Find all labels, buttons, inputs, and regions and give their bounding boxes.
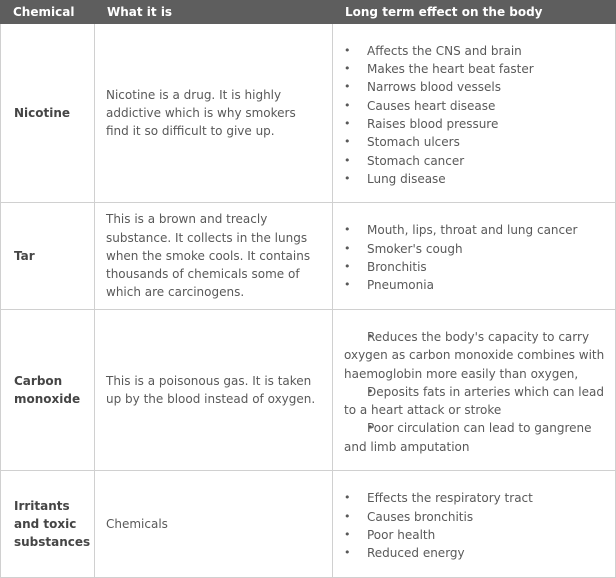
effect-item: • Poor health [344, 526, 605, 544]
effects-list [344, 42, 605, 188]
table-row [1, 203, 616, 310]
effect-item: • Bronchitis [344, 258, 605, 276]
effects-list [344, 489, 605, 562]
effect-item: • Pneumonia [344, 276, 605, 294]
header-row [1, 0, 616, 24]
chemical-name: Tar [1, 203, 95, 310]
table-row [1, 24, 616, 203]
effect-item: • Reduces the body's capacity to carry oxygen as carbon monoxide combines with haemoglobin more easily than oxygen, [344, 328, 605, 383]
effect-item: • Smoker's cough [344, 240, 605, 258]
effect-item: • Poor circulation can lead to gangrene and limb amputation [344, 419, 605, 456]
chemical-name: Carbon monoxide [1, 310, 95, 471]
table-row [1, 310, 616, 471]
effect-item: • Deposits fats in arteries which can lead to a heart attack or stroke [344, 383, 605, 420]
chemical-name: Nicotine [1, 24, 95, 203]
effect-item: • Effects the respiratory tract [344, 489, 605, 507]
effects-cell [333, 203, 616, 310]
header-what-it-is: What it is [95, 0, 333, 24]
effect-item: • Reduced energy [344, 544, 605, 562]
effect-item: • Affects the CNS and brain [344, 42, 605, 60]
effect-item: • Raises blood pressure [344, 115, 605, 133]
effect-item: • Causes bronchitis [344, 508, 605, 526]
chemical-description: This is a brown and treacly substance. It collects in the lungs when the smoke cools. It contains thousands of chemicals some of which are carcinogens. [95, 203, 333, 310]
chemical-description: Chemicals [95, 471, 333, 578]
chemical-name: Irritants and toxic substances [1, 471, 95, 578]
header-long-term-effect: Long term effect on the body [333, 0, 616, 24]
effects-list [344, 221, 605, 294]
effect-item: • Causes heart disease [344, 97, 605, 115]
effect-item: • Stomach ulcers [344, 133, 605, 151]
effects-cell [333, 310, 616, 471]
table-row [1, 471, 616, 578]
header-chemical: Chemical [1, 0, 95, 24]
chemical-description: This is a poisonous gas. It is taken up by the blood instead of oxygen. [95, 310, 333, 471]
effect-item: • Makes the heart beat faster [344, 60, 605, 78]
effect-item: • Narrows blood vessels [344, 78, 605, 96]
effects-cell [333, 24, 616, 203]
effects-list [344, 328, 605, 456]
effect-item: • Stomach cancer [344, 152, 605, 170]
chemical-description: Nicotine is a drug. It is highly addictive which is why smokers find it so difficult to give up. [95, 24, 333, 203]
effect-item: • Lung disease [344, 170, 605, 188]
effect-item: • Mouth, lips, throat and lung cancer [344, 221, 605, 239]
effects-cell [333, 471, 616, 578]
